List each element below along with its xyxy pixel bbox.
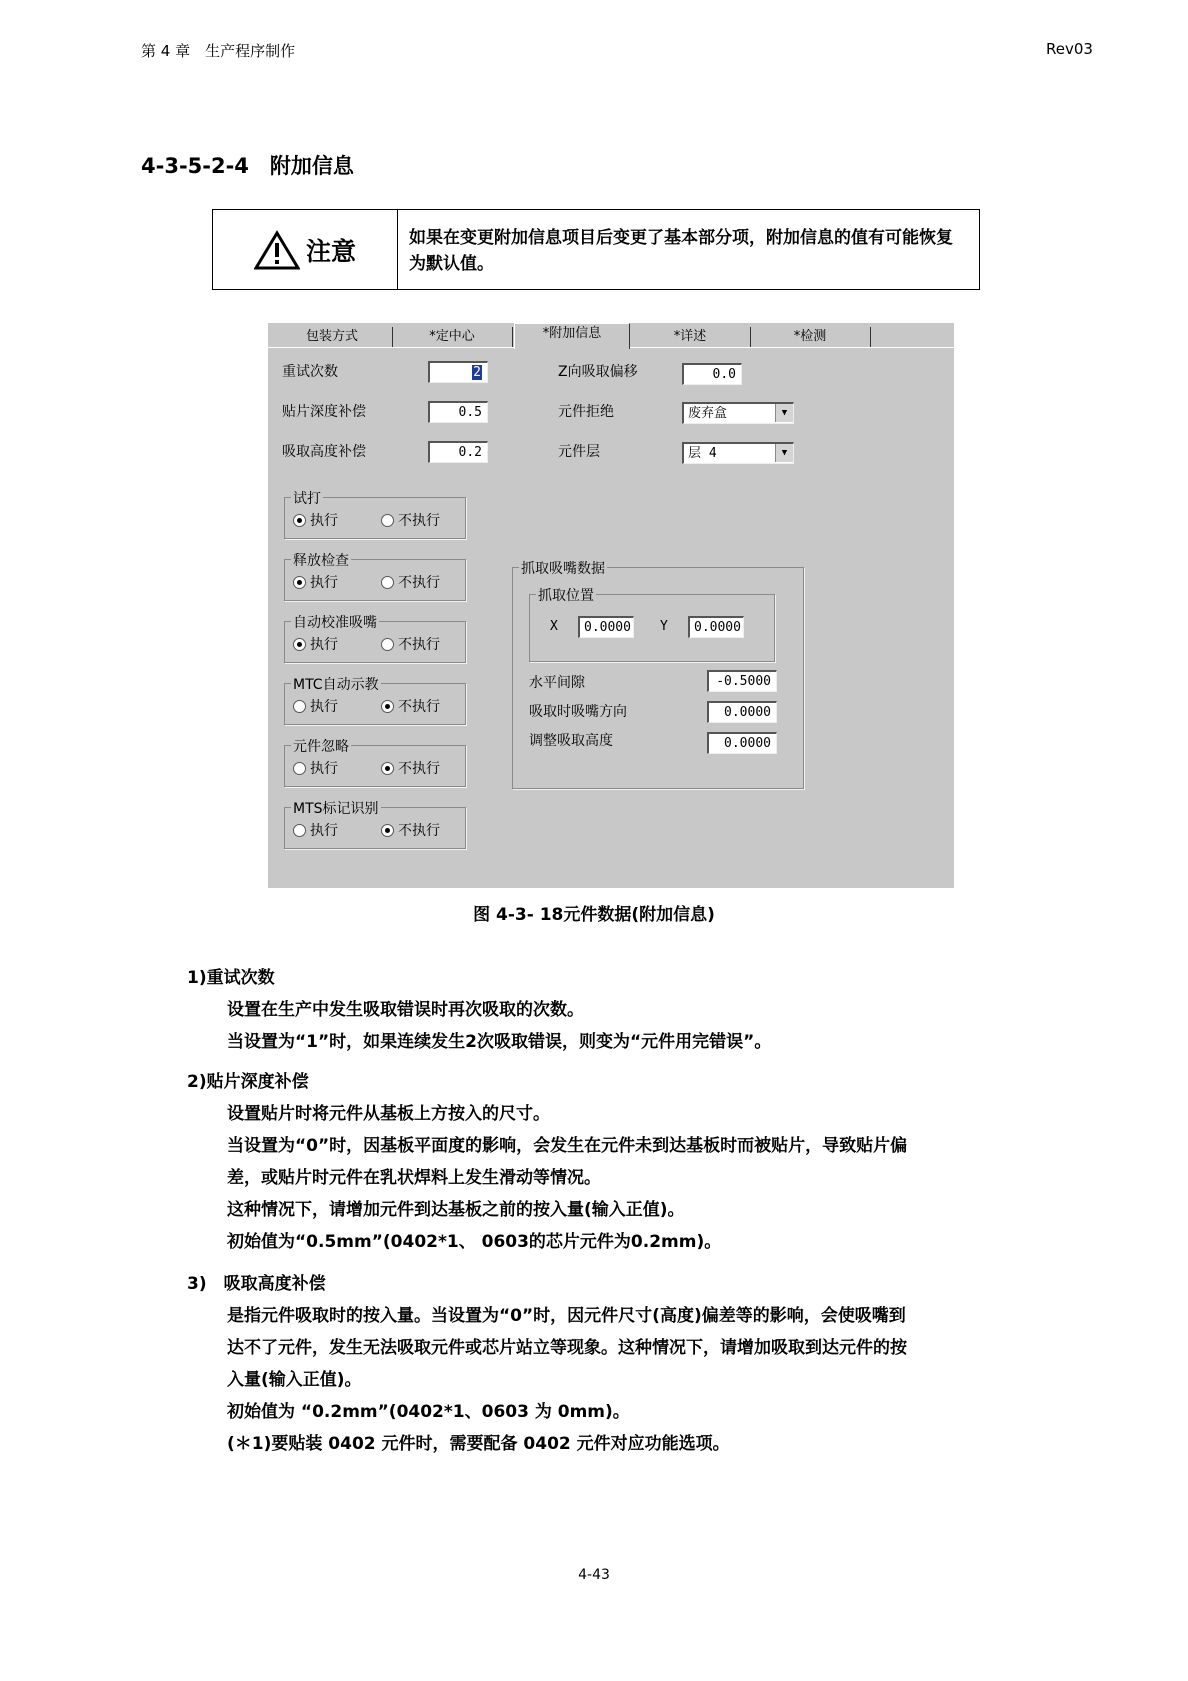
item-3-line: (＊1)要贴装 0402 元件时，需要配备 0402 元件对应功能选项。 [227, 1434, 730, 1454]
warning-icon [254, 230, 300, 270]
tab-inspection[interactable]: *检测 [750, 327, 871, 347]
group-title: 元件忽略 [291, 736, 351, 756]
tab-packaging[interactable]: 包装方式 [272, 327, 393, 347]
pick-height-comp-label: 吸取高度补偿 [282, 444, 366, 460]
group-title: 试打 [291, 488, 323, 508]
radio-execute[interactable]: 执行 [293, 820, 338, 840]
chevron-down-icon[interactable]: ▼ [775, 404, 793, 422]
radio-not-execute[interactable]: 不执行 [381, 634, 440, 654]
horizontal-gap-label: 水平间隙 [529, 675, 585, 691]
layer-label: 元件层 [558, 444, 600, 460]
item-2-title: 2)贴片深度补偿 [187, 1072, 309, 1092]
radio-dot [381, 514, 394, 527]
item-2-line: 这种情况下，请增加元件到达基板之前的按入量(输入正值)。 [227, 1200, 685, 1220]
depth-comp-input[interactable]: 0.5 [428, 401, 488, 423]
radio-dot [381, 762, 394, 775]
adjust-pick-height-input[interactable]: 0.0000 [707, 732, 777, 754]
caution-label-cell [213, 210, 398, 289]
group-title: MTS标记识别 [291, 798, 381, 818]
group-title: 抓取吸嘴数据 [519, 558, 607, 578]
item-2-line: 设置贴片时将元件从基板上方按入的尺寸。 [227, 1104, 550, 1124]
group-pick-position [529, 588, 775, 662]
radio-execute[interactable]: 执行 [293, 510, 338, 530]
x-label: X [550, 619, 558, 634]
radio-dot [381, 700, 394, 713]
radio-execute[interactable]: 执行 [293, 634, 338, 654]
reject-select[interactable]: 废弃盒 ▼ [682, 402, 794, 424]
z-offset-label: Z向吸取偏移 [558, 364, 638, 380]
item-3-line: 初始值为 “0.2mm”(0402*1、0603 为 0mm)。 [227, 1402, 630, 1422]
item-3-line: 达不了元件，发生无法吸取元件或芯片站立等现象。这种情况下，请增加吸取到达元件的按 [227, 1338, 907, 1358]
tab-details[interactable]: *详述 [630, 327, 751, 347]
group-title: 抓取位置 [536, 585, 596, 605]
radio-execute[interactable]: 执行 [293, 572, 338, 592]
page-number: 4-43 [578, 1567, 610, 1583]
radio-dot [293, 514, 306, 527]
item-1-line: 当设置为“1”时，如果连续发生2次吸取错误，则变为“元件用完错误”。 [227, 1032, 772, 1052]
radio-not-execute[interactable]: 不执行 [381, 820, 440, 840]
y-label: Y [660, 619, 668, 634]
layer-select[interactable]: 层 4 ▼ [682, 442, 794, 464]
nozzle-direction-input[interactable]: 0.0000 [707, 701, 777, 723]
figure-caption: 图 4-3- 18元件数据(附加信息) [473, 905, 715, 925]
caution-label: 注意 [305, 236, 356, 266]
tab-strip [268, 323, 954, 348]
y-input[interactable]: 0.0000 [688, 616, 744, 638]
radio-dot [381, 638, 394, 651]
z-offset-input[interactable]: 0.0 [682, 363, 742, 385]
radio-not-execute[interactable]: 不执行 [381, 758, 440, 778]
item-1-title: 1)重试次数 [187, 968, 275, 988]
reject-label: 元件拒绝 [558, 404, 614, 420]
depth-comp-label: 贴片深度补偿 [282, 404, 366, 420]
chapter-header: 第 4 章 生产程序制作 [141, 42, 296, 60]
group-trial-print [284, 491, 466, 539]
retry-count-input[interactable]: 2 [428, 361, 488, 383]
tab-additional-info[interactable]: *附加信息 [514, 323, 630, 349]
radio-execute[interactable]: 执行 [293, 696, 338, 716]
item-2-line: 当设置为“0”时，因基板平面度的影响，会发生在元件未到达基板时而被贴片，导致贴片偏 [227, 1136, 908, 1156]
radio-dot [381, 576, 394, 589]
tab-centering[interactable]: *定中心 [392, 327, 513, 347]
group-auto-nozzle-calib [284, 615, 466, 663]
nozzle-direction-label: 吸取时吸嘴方向 [529, 704, 627, 720]
caution-text: 如果在变更附加信息项目后变更了基本部分项，附加信息的值有可能恢复为默认值。 [409, 228, 953, 274]
item-1-line: 设置在生产中发生吸取错误时再次吸取的次数。 [227, 1000, 584, 1020]
radio-not-execute[interactable]: 不执行 [381, 696, 440, 716]
component-data-dialog [268, 323, 954, 888]
x-input[interactable]: 0.0000 [578, 616, 634, 638]
item-3-title: 3) 吸取高度补偿 [187, 1274, 326, 1294]
group-nozzle-data [512, 561, 804, 789]
radio-dot [381, 824, 394, 837]
radio-execute[interactable]: 执行 [293, 758, 338, 778]
radio-dot [293, 638, 306, 651]
radio-dot [293, 824, 306, 837]
group-title: 自动校准吸嘴 [291, 612, 379, 632]
group-release-check [284, 553, 466, 601]
radio-dot [293, 576, 306, 589]
pick-height-comp-input[interactable]: 0.2 [428, 441, 488, 463]
section-title: 4-3-5-2-4 附加信息 [141, 154, 354, 178]
radio-dot [293, 762, 306, 775]
adjust-pick-height-label: 调整吸取高度 [529, 733, 613, 749]
item-2-line: 差，或贴片时元件在乳状焊料上发生滑动等情况。 [227, 1168, 601, 1188]
radio-not-execute[interactable]: 不执行 [381, 510, 440, 530]
retry-count-label: 重试次数 [282, 364, 338, 380]
group-title: MTC自动示教 [291, 674, 381, 694]
item-3-line: 入量(输入正值)。 [227, 1370, 362, 1390]
radio-not-execute[interactable]: 不执行 [381, 572, 440, 592]
item-3-line: 是指元件吸取时的按入量。当设置为“0”时，因元件尺寸(高度)偏差等的影响，会使吸嘴到 [227, 1306, 906, 1326]
horizontal-gap-input[interactable]: -0.5000 [707, 670, 777, 692]
group-mtc-auto-teach [284, 677, 466, 725]
group-component-ignore [284, 739, 466, 787]
radio-dot [293, 700, 306, 713]
group-mts-mark-recognition [284, 801, 466, 849]
revision-label: Rev03 [1046, 40, 1093, 58]
caution-box [212, 209, 980, 290]
item-2-line: 初始值为“0.5mm”(0402*1、 0603的芯片元件为0.2mm)。 [227, 1232, 722, 1252]
group-title: 释放检查 [291, 550, 351, 570]
chevron-down-icon[interactable]: ▼ [775, 444, 793, 462]
